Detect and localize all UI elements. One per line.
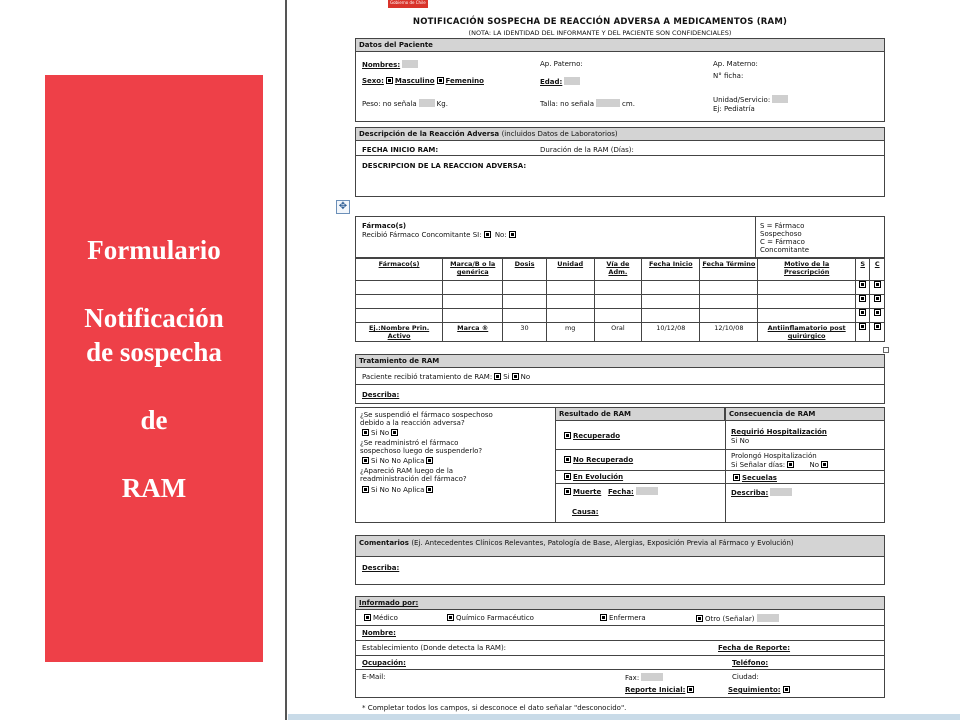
drugs-table xyxy=(355,258,885,342)
drugs-header: Fármaco(s) xyxy=(362,222,407,230)
fax-label: Fax: xyxy=(625,674,640,682)
death-date-label: Fecha: xyxy=(607,488,634,496)
male-checkbox[interactable] xyxy=(386,77,393,84)
comments-section xyxy=(355,557,885,585)
in-evolution-label: En Evolución xyxy=(573,473,624,481)
table-header-row xyxy=(356,259,885,281)
recovered-label: Recuperado xyxy=(573,432,621,440)
reaction-description-label: DESCRIPCION DE LA REACCION ADVERSA: xyxy=(362,162,527,170)
treatment-describe-label: Describa: xyxy=(362,391,400,399)
title-line-2: Notificación xyxy=(84,302,224,333)
concomitant-checkbox[interactable] xyxy=(874,295,881,302)
age-label: Edad: xyxy=(540,78,563,86)
not-recovered-label: No Recuperado xyxy=(573,456,634,464)
phone-label: Teléfono: xyxy=(732,659,769,667)
q-reappeared-2: readministración del fármaco? xyxy=(360,475,467,483)
drug-legend-1: S = Fármaco xyxy=(760,222,805,230)
name-field[interactable] xyxy=(402,60,418,68)
readministered-yes-checkbox[interactable] xyxy=(362,457,369,464)
q-suspended-1: ¿Se suspendió el fármaco sospechoso xyxy=(360,411,493,419)
other-field[interactable] xyxy=(757,614,779,622)
col-end-date: Fecha Término xyxy=(700,259,758,281)
result-header: Resultado de RAM xyxy=(555,407,725,421)
height-field[interactable] xyxy=(596,99,620,107)
concomitant-checkbox[interactable] xyxy=(874,309,881,316)
initial-report-checkbox[interactable] xyxy=(687,686,694,693)
patient-section-header: Datos del Paciente xyxy=(355,38,885,52)
title-line-3: de sospecha xyxy=(86,336,222,367)
title-line-4: de xyxy=(140,404,168,435)
q-readministered-2: sospechoso luego de suspenderlo? xyxy=(360,447,483,455)
hospitalization-label: Requirió Hospitalización xyxy=(731,428,827,436)
reappeared-na-checkbox[interactable] xyxy=(426,486,433,493)
nurse-checkbox[interactable] xyxy=(600,614,607,621)
col-reason: Motivo de la Prescripción xyxy=(758,259,856,281)
unit-field[interactable] xyxy=(772,95,788,103)
title-line-5: RAM xyxy=(121,472,187,503)
weight-field[interactable] xyxy=(419,99,435,107)
comments-describe-label: Describa: xyxy=(362,564,400,572)
initial-report-label: Reporte Inicial: xyxy=(625,686,686,694)
other-checkbox[interactable] xyxy=(696,615,703,622)
q-readministered-1: ¿Se readministró el fármaco xyxy=(360,439,459,447)
reappeared-yes-checkbox[interactable] xyxy=(362,486,369,493)
table-row xyxy=(356,295,885,309)
male-label: Masculino xyxy=(394,77,435,85)
drug-legend-3: C = Fármaco xyxy=(760,238,805,246)
suspect-checkbox[interactable] xyxy=(859,295,866,302)
form-subtitle: (NOTA: LA IDENTIDAD DEL INFORMANTE Y DEL PACIENTE SON CONFIDENCIALES) xyxy=(468,29,732,37)
title-panel xyxy=(45,75,263,662)
form-document: Gobierno de Chile NOTIFICACIÓN SOSPECHA DE REACCIÓN ADVERSA A MEDICAMENTOS (RAM) (NOTA: LA IDENTIDAD DEL INFORMANTE Y DEL PACIENTE SON CONFIDENCIALES) Datos del Paciente Nombres: Ap. Paterno: Ap. Materno: Sexo: Masculino Femenino Edad: N° ficha: Peso: no señala Kg. Talla: no señala cm. Unidad/Servicio: Ej: Pediatría Descripción de la Reacción Adversa (incluidos Datos de Laboratorios) FECHA INICIO RAM: Duración de la RAM (Días): DESCRIPCION DE LA REACCION ADVERSA: ✥ Fármaco(s) Recibió Fármaco Concomitante SI: No: S = Fármaco Sospechoso C = Fármaco Concomitante Fármaco(s) Marca/B o la genérica Dosis Unidad Vía de Adm. Fecha Inicio Fecha Término Motivo de la Prescripción S C Ej.:Nombre Prin. Activo Marca ® 30 mg Oral 10/12/08 12/10/08 Antiinflamatorio post quirúrgico Tratamiento de RAM Paciente recibió tratamiento de RAM: Si No Describa: Resultado de RAM Consecuencia de RAM ¿Se suspendió el fármaco sospechoso debido a la reacción adversa? Si No ¿Se readministró el fármaco sospechoso luego de suspenderlo? Si No No Aplica ¿Apareció RAM luego de la readministración del fármaco? Si No No Aplica Recuperado No Recuperado En Evolución Muerte Fecha: Causa: Requirió Hospitalización Si No Prolongó Hospitalización Si Señalar días: No Secuelas Describa: Comentarios (Ej. Antecedentes Clínicos Relevantes, Patología de Base, Alergias, Exposición Previa al Fármaco y Evolución) Describa: Informado por: Médico Químico Farmacéutico Enfermera Otro (Señalar) Nombre: Establecimiento (Donde detecta la RAM): Fecha de Reporte: Ocupación: Teléfono: E-Mail: Fax: Ciudad: Reporte Inicial: Seguimiento: * Completar todos los campos, si desconoce el dato señalar "desconocido". xyxy=(300,0,900,714)
vertical-divider xyxy=(285,0,287,720)
prolonged-yes-checkbox[interactable] xyxy=(787,461,794,468)
death-checkbox[interactable] xyxy=(564,488,571,495)
recovered-checkbox[interactable] xyxy=(564,432,571,439)
age-field[interactable] xyxy=(564,77,580,85)
death-label: Muerte xyxy=(573,488,602,496)
weight-label: Peso: no señala xyxy=(362,100,417,108)
drug-legend-4: Concomitante xyxy=(760,246,810,254)
treatment-no-checkbox[interactable] xyxy=(512,373,519,380)
maternal-surname-label: Ap. Materno: xyxy=(713,60,758,68)
table-row xyxy=(356,281,885,295)
report-date-label: Fecha de Reporte: xyxy=(718,644,791,652)
table-row-example: Ej.:Nombre Prin. Activo Marca ® 30 mg Oral 10/12/08 12/10/08 Antiinflamatorio post quirúrgico xyxy=(356,323,885,342)
q-suspended-2: debido a la reacción adversa? xyxy=(360,419,465,427)
col-brand: Marca/B o la genérica xyxy=(443,259,503,281)
table-row xyxy=(356,309,885,323)
concomitant-no-checkbox[interactable] xyxy=(509,231,516,238)
patient-section xyxy=(355,52,885,122)
q-reappeared-1: ¿Apareció RAM luego de la xyxy=(360,467,454,475)
suspect-checkbox[interactable] xyxy=(859,281,866,288)
female-checkbox[interactable] xyxy=(437,77,444,84)
height-label: Talla: no señala xyxy=(540,100,595,108)
reaction-section-header: Descripción de la Reacción Adversa (incluidos Datos de Laboratorios) xyxy=(355,127,885,141)
unit-example: Ej: Pediatría xyxy=(713,105,755,113)
title-line-1: Formulario xyxy=(87,234,221,265)
informant-name-label: Nombre: xyxy=(362,629,396,637)
reaction-duration-label: Duración de la RAM (Días): xyxy=(540,146,634,154)
doctor-checkbox[interactable] xyxy=(364,614,371,621)
comments-section-header: Comentarios (Ej. Antecedentes Clínicos Relevantes, Patología de Base, Alergias, Exposición Previa al Fármaco y Evolución) xyxy=(355,535,885,557)
col-route: Vía de Adm. xyxy=(594,259,642,281)
cause-label: Causa: xyxy=(572,508,599,516)
informant-section-header: Informado por: xyxy=(355,596,885,610)
col-drug: Fármaco(s) xyxy=(356,259,443,281)
treatment-yes-checkbox[interactable] xyxy=(494,373,501,380)
consequence-header: Consecuencia de RAM xyxy=(725,407,885,421)
suspect-checkbox[interactable] xyxy=(859,309,866,316)
name-label: Nombres: xyxy=(362,61,401,69)
concomitant-label: Recibió Fármaco Concomitante xyxy=(362,231,471,239)
bottom-strip xyxy=(288,714,960,720)
record-number-label: N° ficha: xyxy=(713,72,744,80)
female-label: Femenino xyxy=(445,77,484,85)
government-logo: Gobierno de Chile xyxy=(388,0,428,8)
prolonged-label: Prolongó Hospitalización xyxy=(731,452,817,460)
city-label: Ciudad: xyxy=(732,673,759,681)
consequence-describe-field[interactable] xyxy=(770,488,792,496)
death-date-field[interactable] xyxy=(636,487,658,495)
occupation-label: Ocupación: xyxy=(362,659,406,667)
suspect-checkbox[interactable] xyxy=(859,323,866,330)
treatment-received-label: Paciente recibió tratamiento de RAM: xyxy=(362,373,493,381)
treatment-section-header: Tratamiento de RAM xyxy=(355,354,885,368)
in-evolution-checkbox[interactable] xyxy=(564,473,571,480)
col-unit: Unidad xyxy=(546,259,594,281)
concomitant-yes-checkbox[interactable] xyxy=(484,231,491,238)
concomitant-checkbox[interactable] xyxy=(874,323,881,330)
suspended-yes-checkbox[interactable] xyxy=(362,429,369,436)
follow-up-checkbox[interactable] xyxy=(783,686,790,693)
sequelae-label: Secuelas xyxy=(742,474,777,482)
col-suspect: S xyxy=(855,259,870,281)
readministered-na-checkbox[interactable] xyxy=(426,457,433,464)
col-concomitant: C xyxy=(870,259,885,281)
reaction-start-date-label: FECHA INICIO RAM: xyxy=(362,146,439,154)
drug-legend-2: Sospechoso xyxy=(760,230,802,238)
paternal-surname-label: Ap. Paterno: xyxy=(540,60,583,68)
suspended-no-checkbox[interactable] xyxy=(391,429,398,436)
concomitant-checkbox[interactable] xyxy=(874,281,881,288)
col-dose: Dosis xyxy=(503,259,547,281)
form-title: NOTIFICACIÓN SOSPECHA DE REACCIÓN ADVERSA A MEDICAMENTOS (RAM) xyxy=(412,17,788,27)
footnote: * Completar todos los campos, si desconoce el dato señalar "desconocido". xyxy=(362,704,627,712)
follow-up-label: Seguimiento: xyxy=(728,686,781,694)
sequelae-checkbox[interactable] xyxy=(733,474,740,481)
table-resize-handle[interactable] xyxy=(883,347,889,353)
unit-label: Unidad/Servicio: xyxy=(713,96,771,104)
consequence-describe-label: Describa: xyxy=(731,489,769,497)
establishment-label: Establecimiento (Donde detecta la RAM): xyxy=(362,644,507,652)
not-recovered-checkbox[interactable] xyxy=(564,456,571,463)
table-move-icon[interactable]: ✥ xyxy=(336,200,350,214)
col-start-date: Fecha Inicio xyxy=(642,259,700,281)
prolonged-no-checkbox[interactable] xyxy=(821,461,828,468)
sex-label: Sexo: xyxy=(362,77,384,85)
pharmacist-checkbox[interactable] xyxy=(447,614,454,621)
informant-section xyxy=(355,610,885,698)
fax-field[interactable] xyxy=(641,673,663,681)
email-label: E-Mail: xyxy=(362,673,386,681)
